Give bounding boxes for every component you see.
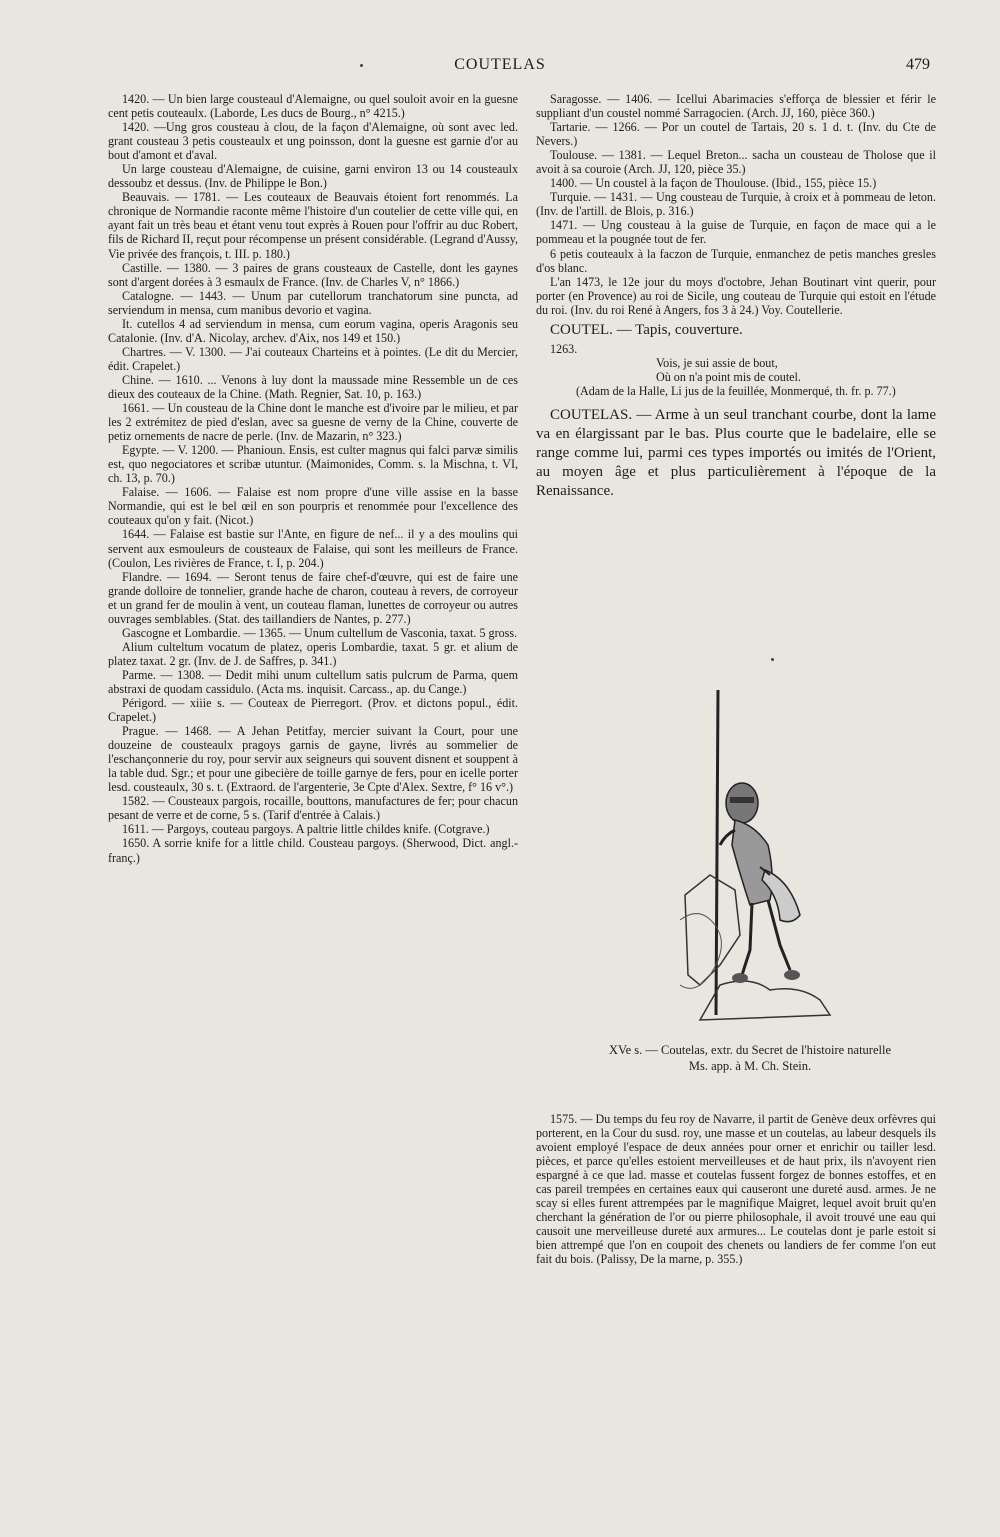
entry: Falaise. — 1606. — Falaise est nom propre d'une ville assise en la basse Normandie, qui est le bel œil en son pourpris et renommée pour l'excellence des couteaux qu'on y fait. (Nicot.) — [108, 485, 518, 528]
entry: 1650. A sorrie knife for a little child. Cousteau pargoys. (Sherwood, Dict. angl.-franç.) — [108, 836, 518, 865]
coutel-quote-line: Où on n'a point mis de coutel. — [656, 369, 801, 384]
entry: Chartres. — V. 1300. — J'ai couteaux Charteins et à pointes. (Le dit du Mercier, édit. Crapelet.) — [108, 344, 518, 373]
entry: 1575. — Du temps du feu roy de Navarre, il partit de Genève deux orfèvres qui porterent, en la Cour du susd. roy, une masse et un coutelas, au labeur desquels ils avoient employé l'espace de deux années pour orner et enrichir ou tailler lesd. pièces, et parce qu'elles estoient merveilleuses et de haut prix, ils n'avoyent rien espargné à ce que lad. masse et coutelas fussent forgez de bonnes estoffes, et en cas pareil trempées en certaines eaux qui causeront une dureté ausd. armes. Je ne scay si elles furent attrempées par le magnifique Maigret, lequel avoit bruit qu'en cherchant la génération de l'or ou pierre philosophale, il avoit trouvé une eau qui causoit une merveilleuse dureté aux armures... Le coutelas dont je parle estoit si bien attrempé que l'on en coupoit des chenets ou landiers de fer comme l'on eut fait du bois. (Palissy, De la marne, p. 355.) — [536, 1112, 936, 1267]
entry: Toulouse. — 1381. — Lequel Breton... sacha un cousteau de Tholose que il avoit à sa couroie (Arch. JJ, 120, pièce 35.) — [536, 148, 936, 177]
entry: 1471. — Ung cousteau à la guise de Turquie, en façon de mace qui a le pommeau et la pougnée tout de fer. — [536, 218, 936, 247]
coutelas-illustration — [680, 685, 840, 1035]
coutel-quote-line: Vois, je sui assie de bout, — [656, 355, 778, 370]
entry: 1400. — Un coustel à la façon de Thoulouse. (Ibid., 155, pièce 15.) — [550, 176, 877, 191]
page-speck — [771, 658, 774, 661]
right-column-lower — [536, 1112, 936, 1362]
figure-caption — [560, 1042, 940, 1074]
entry: Turquie. — 1431. — Ung cousteau de Turquie, à croix et à pommeau de leton. (Inv. de l'artill. de Blois, p. 316.) — [536, 190, 936, 219]
page-speck — [360, 64, 363, 67]
entry: Périgord. — xiiie s. — Couteax de Pierregort. (Prov. et dictons popul., édit. Crapelet.) — [108, 696, 518, 725]
entry: Alium culteltum vocatum de platez, operis Lombardie, taxat. 5 gr. et alium de platez taxat. 2 gr. (Inv. de J. de Saffres, p. 341.) — [108, 639, 518, 668]
coutel-quote-source: (Adam de la Halle, Li jus de la feuillée, Monmerqué, th. fr. p. 77.) — [576, 383, 896, 398]
page-number: 479 — [906, 56, 930, 73]
entry: Parme. — 1308. — Dedit mihi unum cultellum satis pulcrum de Parma, quem abstraxi de quodam cassidulo. (Acta ms. inquisit. Carcass., ap. du Cange.) — [108, 667, 518, 696]
entry: Gascogne et Lombardie. — 1365. — Unum cultellum de Vasconia, taxat. 5 gross. — [122, 625, 518, 640]
entry: L'an 1473, le 12e jour du moys d'octobre, Jehan Boutinart vint querir, pour porter (en Provence) au roi de Sicile, ung couteau de Turquie qui estoit en l'étude du roi. (Inv. du roi René à Angers, fos 3 à 24.) Voy. Coutellerie. — [536, 274, 936, 317]
entry: 6 petis couteaulx à la faczon de Turquie, enmanchez de petis manches gresles d'os blanc. — [536, 246, 936, 275]
entry: 1644. — Falaise est bastie sur l'Ante, en figure de nef... il y a des moulins qui servent aux esmouleurs de cousteaux de Falaise, qui sont les meilleurs de France. (Coulon, Les rivières de France, t. I, p. 204.) — [108, 527, 518, 570]
coutelas-headword: COUTELAS. — Arme à un seul tranchant courbe, dont la lame va en élargissant par le bas. Plus courte que le badelaire, elle se range comme lui, parmi ces types importés ou imités de l'Orient, au moyen âge et plus particulièrement à l'époque de la Renaissance. — [536, 406, 936, 499]
page-header — [0, 56, 1000, 80]
entry: 1661. — Un cousteau de la Chine dont le manche est d'ivoire par le milieu, et par les 2 extrémitez de pied d'eslan, avec sa guesne de verny de la Chine, couverte de petiz ornements de nacre de perle. (Inv. de Mazarin, n° 323.) — [108, 401, 518, 444]
entry: Catalogne. — 1443. — Unum par cutellorum tranchatorum sine puncta, ad serviendum in mensa, cum manibus devorio et vagina. — [108, 288, 518, 317]
entry: Prague. — 1468. — A Jehan Petitfay, mercier suivant la Court, pour une douzeine de cousteaulx pragoys garnis de gayne, livrés au sommelier de l'eschançonnerie du roy, pour servir aux seigneurs qui souvent disnent et souppent à la table dud. Sgr.; et pour une gibecière de toille garnye de fers, pour en icelle porter lesd. cousteaulx, 30 s. t. (Extraord. de l'argenterie, 3e Cpte d'Alex. Sextre, f° 16 v°.) — [108, 724, 518, 795]
entry: Flandre. — 1694. — Seront tenus de faire chef-d'œuvre, qui est de faire une grande dolloire de tonnelier, grande hache de charon, couteau à revers, de corroyeur et un grand fer de moulin à vent, un couteau flaman, lunettes de corroyeur ou autres ouvrages semblables. (Stat. des taillandiers de Nantes, p. 277.) — [108, 569, 518, 626]
entry: Saragosse. — 1406. — Icellui Abarimacies s'efforça de blessier et férir le suppliant d'un coustel nommé Sarragocien. (Arch. JJ, 160, pièce 360.) — [536, 92, 936, 121]
coutel-headword: COUTEL. — Tapis, couverture. — [550, 321, 743, 338]
entry: 1420. —Ung gros cousteau à clou, de la façon d'Alemaigne, où sont avec led. grant cousteau 3 petis cousteaulx et ung poinsson, dont la guesne est garnie d'or au bout d'amont et d'aval. — [108, 120, 518, 163]
coutel-quote-year: 1263. — [550, 341, 578, 356]
entry: 1420. — Un bien large cousteaul d'Alemaigne, ou quel souloit avoir en la guesne cent petis couteaulx. (Laborde, Les ducs de Bourg., n° 4215.) — [108, 92, 518, 121]
right-column — [536, 92, 936, 702]
entry: It. cutellos 4 ad serviendum in mensa, cum eorum vagina, operis Aragonis seu Catalonie. (Inv. d'A. Nicolay, archev. d'Aix, nos 149 et 150.) — [108, 316, 518, 345]
entry: 1582. — Cousteaux pargois, rocaille, bouttons, manufactures de fer; pour chacun pesant de verre et de corne, 5 s. (Tarif d'entrée à Calais.) — [108, 794, 518, 823]
caption-line: Ms. app. à M. Ch. Stein. — [688, 1059, 812, 1073]
caption-line: XVe s. — Coutelas, extr. du Secret de l'histoire naturelle — [608, 1043, 892, 1057]
entry: Beauvais. — 1781. — Les couteaux de Beauvais étoient fort renommés. La chronique de Normandie raconte même l'histoire d'un coutelier de cette ville qui, en ayant fait un très beau et étant venu tout exprès à Rouen pour l'offrir au duc Robert, fils de Richard II, reçut pour récompense un présent considérable. (Legrand d'Aussy, Vie privée des françois, t. III. p. 180.) — [108, 190, 518, 261]
running-title: COUTELAS — [454, 56, 546, 73]
entry: 1611. — Pargoys, couteau pargoys. A paltrie little childes knife. (Cotgrave.) — [122, 822, 490, 837]
entry: Tartarie. — 1266. — Por un coutel de Tartais, 20 s. 1 d. t. (Inv. du Cte de Nevers.) — [536, 120, 936, 149]
left-column — [108, 92, 518, 1372]
entry: Un large cousteau d'Alemaigne, de cuisine, garni environ 13 ou 14 cousteaulx dessoubz et dessus. (Inv. de Philippe le Bon.) — [108, 162, 518, 191]
entry: Chine. — 1610. ... Venons à luy dont la maussade mine Ressemble un de ces dieux des couteaux de la Chine. (Math. Regnier, Sat. 10, p. 163.) — [108, 372, 518, 401]
entry: Egypte. — V. 1200. — Phanioun. Ensis, est culter magnus qui falci parvæ similis est, quo negociatores et scribæ utuntur. (Maimonides, Comm. s. la Mischna, t. VI, ch. 13, p. 70.) — [108, 443, 518, 486]
entry: Castille. — 1380. — 3 paires de grans cousteaux de Castelle, dont les gaynes sont d'argent dorées à 3 esmaulx de France. (Inv. de Charles V, n° 1866.) — [108, 260, 518, 289]
